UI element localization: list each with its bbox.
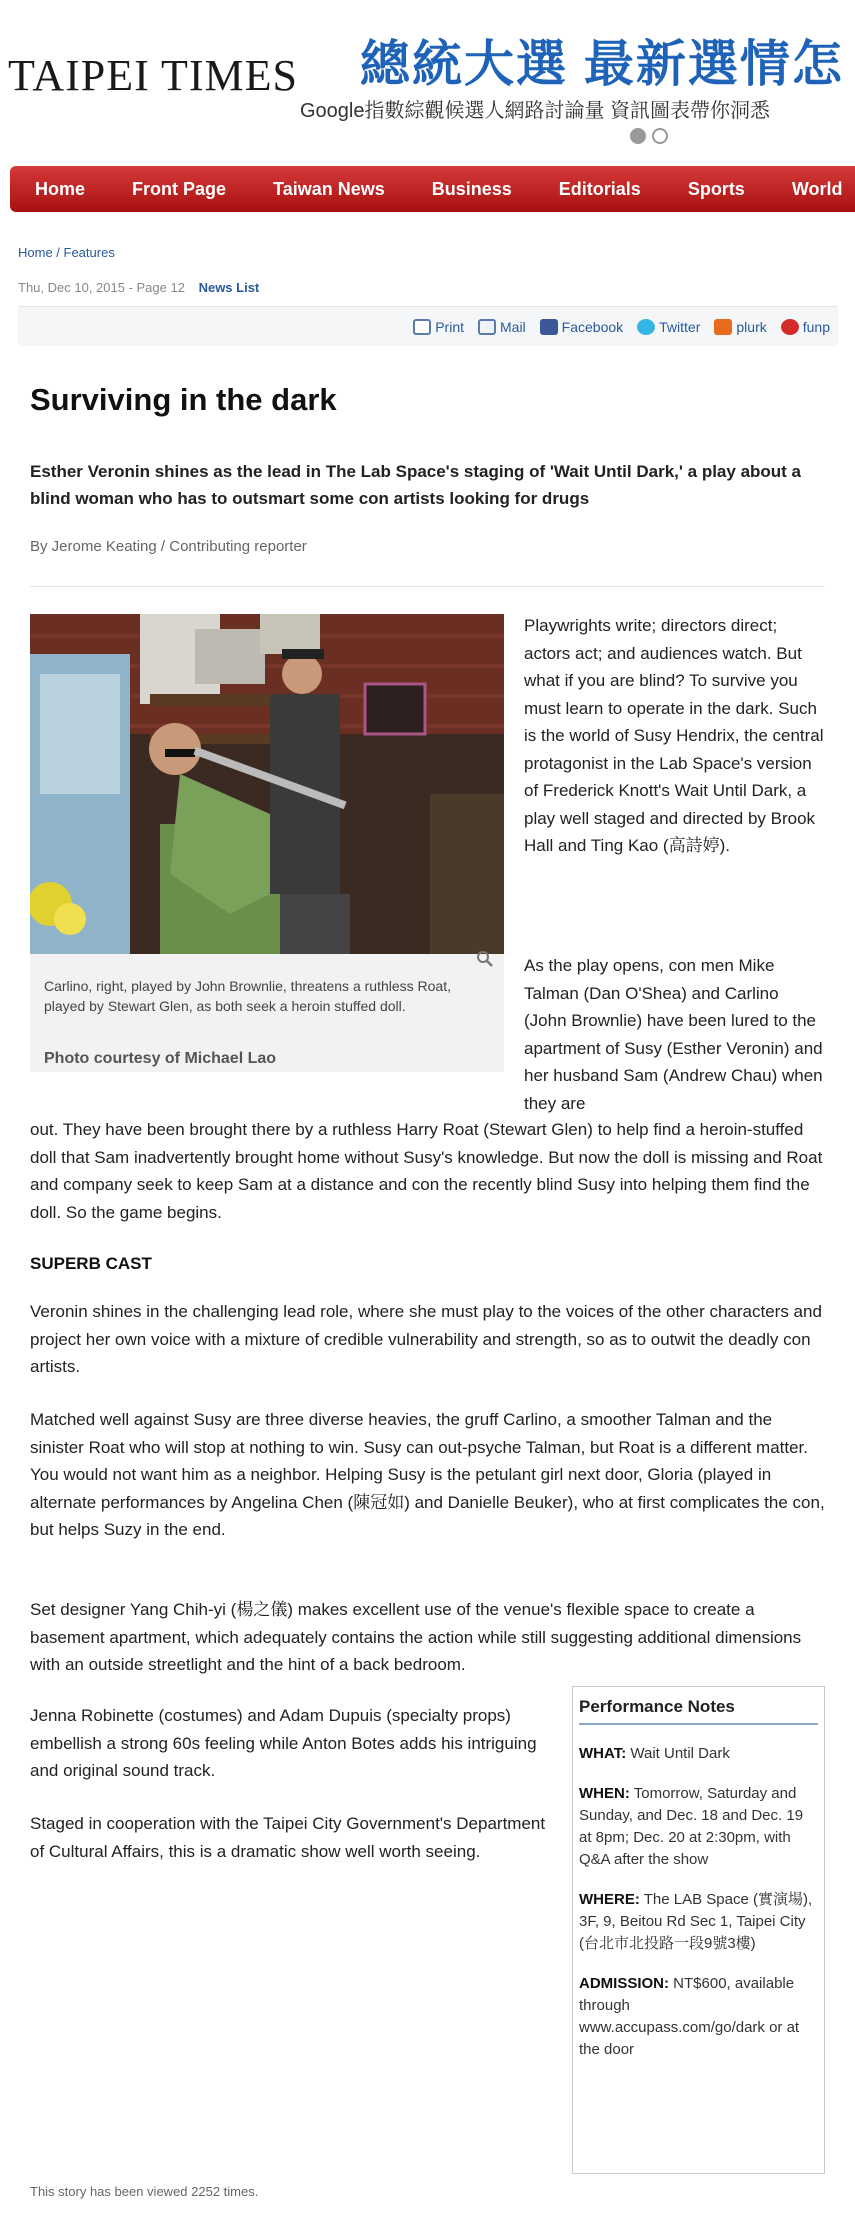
article-paragraph-5: Set designer Yang Chih-yi (楊之儀) makes excellent use of the venue's flexible space to create a basement apartment, which adequately contains the action while still suggesting additional dimensions with an outside streetlight and the hint of a back bedroom.: [30, 1600, 802, 1674]
nav-item-home[interactable]: Home: [35, 178, 86, 199]
facebook-button[interactable]: [540, 319, 623, 335]
print-label: Print: [435, 318, 464, 335]
article-paragraph-6: Jenna Robinette (costumes) and Adam Dupuis (specialty props) embellish a strong 60s feeling while Anton Botes adds his intriguing and original sound track.: [30, 1706, 537, 1780]
carousel-dot-2[interactable]: [652, 128, 668, 144]
carousel-dot-1[interactable]: [630, 128, 646, 144]
publish-date: Thu, Dec 10, 2015 - Page 12: [18, 280, 185, 295]
article-paragraph-7: Staged in cooperation with the Taipei City Government's Department of Cultural Affairs, this is a dramatic show well worth seeing.: [30, 1814, 546, 1861]
news-list-link[interactable]: News List: [198, 280, 260, 295]
site-logo[interactable]: TAIPEI TIMES: [8, 51, 298, 100]
main-nav: [10, 166, 855, 212]
nav-item-world[interactable]: World: [791, 178, 843, 199]
article-photo[interactable]: [30, 614, 504, 954]
magnify-icon[interactable]: [476, 950, 494, 968]
byline: By Jerome Keating / Contributing reporter: [30, 538, 307, 555]
note-when-value: Tomorrow, Saturday and Sunday, and Dec. 18 and Dec. 19 at 8pm; Dec. 20 at 2:30pm, with Q&A after the show: [579, 1785, 804, 1868]
view-count: This story has been viewed 2252 times.: [30, 2184, 259, 2199]
article-paragraph-2-end: out. They have been brought there by a ruthless Harry Roat (Stewart Glen) to help find a heroin-stuffed doll that Sam inadvertently brought home without Susy's knowledge. But now the doll is missing and Roat and company seek to keep Sam at a distance and con the recently blind Susy into helping them find the doll. So the game begins.: [30, 1120, 823, 1222]
dateline: [18, 280, 259, 295]
note-where-label: WHERE:: [579, 1891, 640, 1908]
facebook-label: Facebook: [561, 318, 624, 335]
note-what-label: WHAT:: [579, 1745, 627, 1762]
mail-button[interactable]: [478, 319, 526, 335]
article-title: Surviving in the dark: [30, 382, 337, 417]
funp-label: funp: [802, 318, 830, 335]
photo-caption: Carlino, right, played by John Brownlie, threatens a ruthless Roat, played by Stewart Glen, as both seek a heroin stuffed doll.: [44, 978, 451, 1014]
photo-box: [30, 614, 504, 1072]
nav-item-editorials[interactable]: Editorials: [558, 178, 641, 199]
print-icon: [413, 319, 431, 335]
note-admission-value: NT$600, available through www.accupass.com/go/dark or at the door: [579, 1975, 800, 2058]
plurk-label: plurk: [736, 318, 767, 335]
plurk-icon: [714, 319, 732, 335]
note-admission: [579, 1973, 818, 2061]
mail-icon: [478, 319, 496, 335]
article-paragraph-4: Matched well against Susy are three diverse heavies, the gruff Carlino, a smoother Talman and the sinister Roat who will stop at nothing to win. Susy can out-psyche Talman, but Roat is a different matter. You would not want him as a neighbor. Helping Susy is the petulant girl next door, Gloria (played in alternate performances by Angelina Chen (陳冠如) and Danielle Beuker), who at first complicates the con, but helps Suzy in the end.: [30, 1410, 825, 1539]
article-paragraph-2-start: As the play opens, con men Mike Talman (Dan O'Shea) and Carlino (John Brownlie) have been lured to the apartment of Susy (Esther Veronin) and her husband Sam (Andrew Chau) when they are: [524, 956, 823, 1113]
nav-item-taiwan-news[interactable]: Taiwan News: [273, 178, 385, 199]
twitter-icon: [637, 319, 655, 335]
article-paragraph-1: Playwrights write; directors direct; actors act; and audiences watch. But what if you are blind? To survive you must learn to operate in the dark. Such is the world of Susy Hendrix, the central protagonist in the Lab Space's version of Frederick Knott's Wait Until Dark, a play well staged and directed by Brook Hall and Ting Kao (高詩婷).: [524, 616, 824, 855]
note-when: [579, 1783, 818, 1871]
promo-banner-subtitle[interactable]: Google指數綜觀候選人網路討論量 資訊圖表帶你洞悉: [300, 100, 771, 122]
twitter-label: Twitter: [659, 318, 701, 335]
promo-banner-title[interactable]: 總統大選 最新選情怎: [360, 36, 844, 92]
breadcrumb[interactable]: Home / Features: [18, 245, 115, 260]
note-where-value: The LAB Space (實演場), 3F, 9, Beitou Rd Sec 1, Taipei City (台北市北投路一段9號3樓): [579, 1891, 813, 1952]
section-subhead: SUPERB CAST: [30, 1254, 152, 1273]
nav-item-business[interactable]: Business: [431, 178, 512, 199]
funp-icon: [781, 319, 799, 335]
note-admission-label: ADMISSION:: [579, 1975, 669, 1992]
performance-notes-title: Performance Notes: [579, 1697, 818, 1725]
divider: [30, 586, 825, 587]
plurk-button[interactable]: [714, 319, 766, 335]
carousel-dots: [630, 128, 668, 144]
article-lead: Esther Veronin shines as the lead in The Lab Space's staging of 'Wait Until Dark,' a play about a blind woman who has to outsmart some con artists looking for drugs: [30, 462, 802, 508]
photo-credit: Photo courtesy of Michael Lao: [44, 1050, 277, 1067]
note-where: [579, 1889, 818, 1955]
note-what-value: Wait Until Dark: [630, 1745, 730, 1762]
mail-label: Mail: [500, 318, 526, 335]
masthead: [0, 0, 855, 165]
nav-item-sports[interactable]: Sports: [687, 178, 745, 199]
twitter-button[interactable]: [637, 319, 700, 335]
note-what: [579, 1743, 818, 1765]
performance-notes-box: [572, 1686, 825, 2174]
facebook-icon: [540, 319, 558, 335]
article-paragraph-3: Veronin shines in the challenging lead role, where she must play to the voices of the other characters and project her own voice with a mixture of credible vulnerability and strength, so as to outwit the deadly con artists.: [30, 1302, 822, 1376]
share-bar: [18, 306, 838, 346]
print-button[interactable]: [413, 319, 464, 335]
nav-item-front-page[interactable]: Front Page: [132, 178, 227, 199]
note-when-label: WHEN:: [579, 1785, 630, 1802]
stage-photo-illustration: [30, 614, 504, 954]
funp-button[interactable]: [781, 319, 830, 335]
